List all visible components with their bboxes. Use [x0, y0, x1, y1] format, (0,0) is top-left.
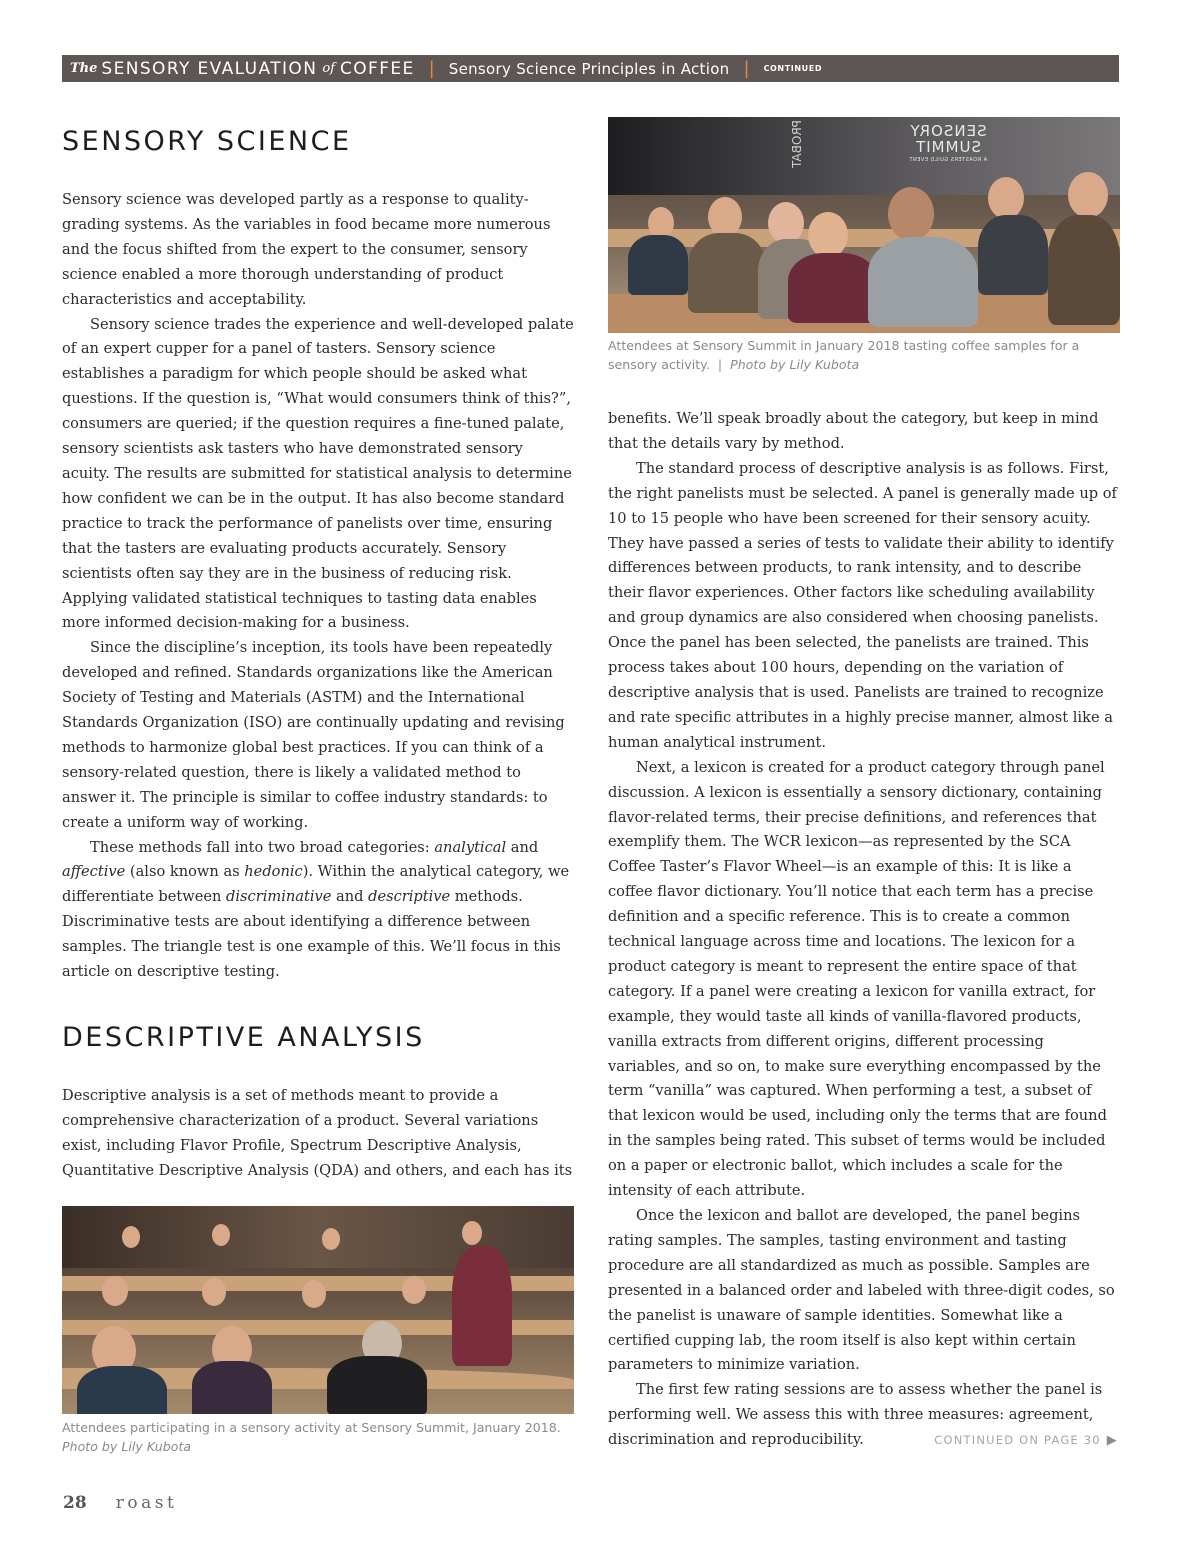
descriptive-analysis-body — [62, 1084, 574, 1184]
photo-person — [978, 215, 1048, 295]
paragraph: benefits. We’ll speak broadly about the category, but keep in mind that the details vary by method. — [608, 410, 1099, 452]
photo-person — [462, 1221, 482, 1245]
caption-left-photo — [62, 1418, 574, 1456]
term-hedonic: hedonic — [244, 863, 303, 881]
photo-person — [77, 1366, 167, 1414]
series-title-b: COFFEE — [339, 58, 415, 79]
paragraph: Next, a lexicon is created for a product category through panel discussion. A lexicon is essentially a sensory dictionary, containing flavor-related terms, their precise definitions, and references that exemplify them. The WCR lexicon—as represented by the SCA Coffee Taster’s Flavor Wheel—is an example of this: It is like a coffee flavor dictionary. You’ll notice that each term has a precise definition and a specific reference. This is to create a common technical language across time and locations. The lexicon for a product category is meant to represent the entire space of that category. If a panel were creating a lexicon for vanilla extract, for example, they would taste all kinds of vanilla-flavored products, vanilla extracts from different origins, different processing variables, and so on, to make sure everything encompassed by the term “vanilla” was captured. When performing a test, a subset of that lexicon would be used, including only the terms that are found in the samples being rated. This subset of terms would be included on a paper or electronic ballot, which includes a scale for the intensity of each attribute. — [608, 758, 1107, 1200]
photo-brand: PROBAT — [789, 120, 804, 168]
photo-person — [202, 1278, 226, 1306]
photo-person — [688, 233, 766, 313]
left-column — [62, 112, 574, 1456]
photo-person — [1048, 215, 1120, 325]
photo-person — [868, 237, 978, 327]
term-discriminative: discriminative — [226, 888, 332, 906]
caption-text: Attendees participating in a sensory activity at Sensory Summit, January 2018. — [62, 1419, 561, 1435]
photo-person — [122, 1226, 140, 1248]
photo-person — [322, 1228, 340, 1250]
page-footer — [63, 1493, 177, 1513]
continued-label: CONTINUED — [763, 64, 823, 73]
arrow-right-icon: ▶ — [1106, 1433, 1118, 1448]
photo-person — [212, 1224, 230, 1246]
photo-person — [402, 1276, 426, 1304]
photo-person — [192, 1361, 272, 1414]
series-prefix: The — [70, 61, 98, 76]
photo-person — [452, 1246, 512, 1366]
photo-person — [988, 177, 1024, 219]
continued-on-label: CONTINUED ON PAGE 30 — [934, 1433, 1101, 1447]
paragraph: Once the lexicon and ballot are developed, the panel begins rating samples. The samples, tasting environment and tasting procedure are all standardized as much as possible. Samples are presented in a balanced order and labeled with three-digit codes, so the panelist is unaware of sample identities. Somewhat like a certified cupping lab, the room itself is also kept within certain parameters to minimize variation. — [608, 1207, 1115, 1374]
paragraph: These methods fall into two broad categories: analytical and affective (also known as hedonic). Within the analytical category, we differentiate between discriminative and descriptive methods. Discriminative tests are about identifying a difference between samples. The triangle test is one example of this. We’ll focus in this article on descriptive testing. — [62, 838, 570, 981]
caption-right-photo — [608, 336, 1120, 374]
photo-credit: Photo by Lily Kubota — [62, 1438, 192, 1454]
heading-descriptive-analysis: DESCRIPTIVE ANALYSIS — [62, 1022, 425, 1053]
sensory-science-body — [62, 188, 574, 985]
paragraph: The standard process of descriptive analysis is as follows. First, the right panelists must be selected. A panel is generally made up of 10 to 15 people who have been screened for their sensory acuity. They have passed a series of tests to validate their ability to identify differences between products, to rank intensity, and to describe their flavor experiences. Other factors like scheduling availability and group dynamics are also considered when choosing panelists. Once the panel has been selected, the panelists are trained. This process takes about 100 hours, depending on the variation of descriptive analysis that is used. Panelists are trained to recognize and rate specific attributes in a highly precise manner, almost like a human analytical instrument. — [608, 459, 1117, 751]
magazine-name: roast — [115, 1493, 178, 1513]
photo-person — [628, 235, 688, 295]
heading-sensory-science: SENSORY SCIENCE — [62, 126, 352, 157]
photo-background — [608, 117, 1120, 195]
header-divider-2: | — [743, 58, 750, 79]
photo-person — [708, 197, 742, 237]
photo-sign — [898, 123, 998, 163]
photo-person — [888, 187, 934, 241]
photo-attendees-tasting — [608, 117, 1120, 333]
photo-person — [788, 253, 878, 323]
photo-attendees-room — [62, 1206, 574, 1414]
continued-on-page-link[interactable] — [934, 1433, 1118, 1448]
photo-credit: Photo by Lily Kubota — [730, 357, 860, 372]
paragraph: Since the discipline’s inception, its tools have been repeatedly developed and refined. Standards organizations like the American Society of Testing and Materials (ASTM) and the International Standards Organization (ISO) are continually updating and revising methods to harmonize global best practices. If you can think of a sensory-related question, there is likely a validated method to answer it. The principle is similar to coffee industry standards: to create a uniform way of working. — [62, 639, 565, 831]
series-title-a: SENSORY EVALUATION — [101, 58, 318, 79]
descriptive-analysis-continued — [608, 407, 1120, 1453]
paragraph: Descriptive analysis is a set of methods meant to provide a comprehensive characterization of a product. Several variations exist, including Flavor Profile, Spectrum Descriptive Analysis, Quantitative Descriptive Analysis (QDA) and others, and each has its — [62, 1087, 573, 1179]
photo-person — [327, 1356, 427, 1414]
photo-person — [302, 1280, 326, 1308]
term-descriptive: descriptive — [368, 888, 451, 906]
section-title: Sensory Science Principles in Action — [448, 59, 730, 78]
paragraph: The first few rating sessions are to assess whether the panel is performing well. We assess this with three measures: agreement, discrimination and reproducibility. — [608, 1381, 1103, 1449]
photo-sign-title: SENSORY SUMMIT — [909, 122, 987, 156]
term-analytical: analytical — [434, 838, 507, 856]
paragraph: Sensory science trades the experience and well-developed palate of an expert cupper for a panel of tasters. Sensory science establishes a paradigm for which people should be asked what questions. If the question is, “What would consumers think of this?”, consumers are queried; if the question requires a fine-tuned palate, sensory scientists ask tasters who have demonstrated sensory acuity. The results are submitted for statistical analysis to determine how confident we can be in the output. It has also become standard practice to track the performance of panelists over time, ensuring that the tasters are evaluating products accurately. Sensory scientists often say they are in the business of reducing risk. Applying validated statistical techniques to tasting data enables more informed decision-making for a business. — [62, 315, 574, 632]
term-affective: affective — [62, 863, 126, 881]
caption-separator: | — [717, 357, 723, 372]
photo-person — [1068, 172, 1108, 218]
page-number: 28 — [63, 1493, 87, 1513]
photo-person — [808, 212, 848, 258]
photo-person — [768, 202, 804, 244]
photo-person — [102, 1276, 128, 1306]
right-column — [608, 117, 1120, 1453]
paragraph: Sensory science was developed partly as a response to quality-grading systems. As the variables in food became more numerous and the focus shifted from the expert to the consumer, sensory science enabled a more thorough understanding of product characteristics and acceptability. — [62, 191, 551, 308]
header-divider: | — [428, 58, 435, 79]
photo-sign-subtitle: A ROASTERS GUILD EVENT — [908, 157, 988, 163]
running-header — [62, 55, 1119, 82]
caption-text: Attendees at Sensory Summit in January 2018 tasting coffee samples for a sensory activity. — [608, 338, 1080, 372]
series-of: of — [322, 61, 335, 76]
